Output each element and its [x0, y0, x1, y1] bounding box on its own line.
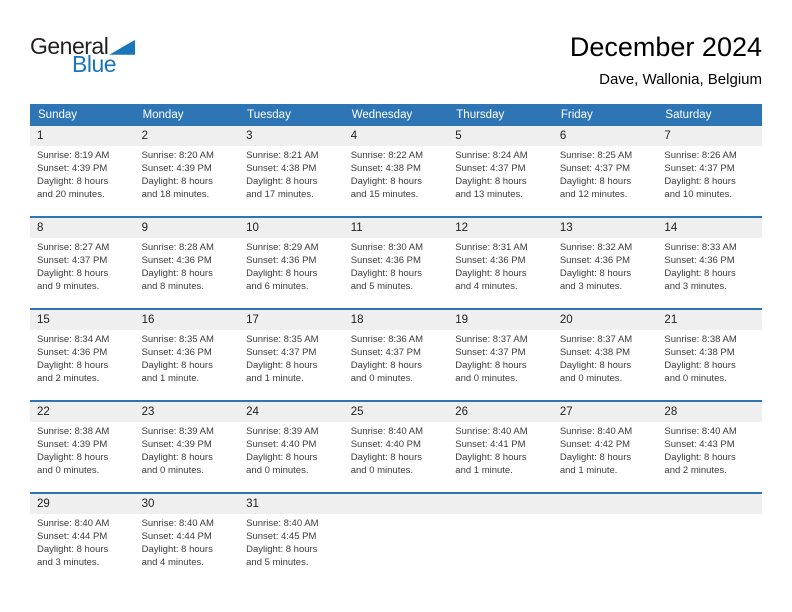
day-cell: [239, 514, 344, 584]
day-number: 4: [350, 130, 358, 142]
daylight-text: Daylight: 8 hours: [455, 268, 527, 279]
day-cell: [448, 330, 553, 400]
sunrise-text: Sunrise: 8:26 AM: [664, 150, 737, 161]
day-number: 31: [246, 498, 259, 510]
week-row: [30, 126, 762, 216]
daylight-text: Daylight: 8 hours: [664, 176, 736, 187]
week-row: [30, 400, 762, 492]
daylight-text: Daylight: 8 hours: [246, 544, 318, 555]
daylight-text-cont: and 1 minute.: [141, 373, 200, 384]
week-row: [30, 308, 762, 400]
sunset-text: Sunset: 4:38 PM: [559, 347, 631, 358]
day-cell: [30, 422, 135, 492]
day-number: 2: [141, 130, 148, 142]
sunset-text: Sunset: 4:43 PM: [664, 439, 735, 450]
daylight-text: Daylight: 8 hours: [664, 360, 736, 371]
daylight-text-cont: and 4 minutes.: [455, 281, 518, 292]
sunrise-text: Sunrise: 8:35 AM: [141, 334, 214, 345]
daylight-text: Daylight: 8 hours: [664, 268, 736, 279]
day-number: [448, 494, 553, 514]
sunset-text: Sunset: 4:37 PM: [246, 347, 317, 358]
daylight-text: Daylight: 8 hours: [559, 268, 632, 279]
daylight-text: Daylight: 8 hours: [246, 360, 318, 371]
day-cell: [135, 238, 240, 308]
daylight-text-cont: and 8 minutes.: [141, 281, 204, 292]
day-number: [553, 494, 658, 514]
day-cell: [657, 330, 762, 400]
sunrise-text: Sunrise: 8:39 AM: [141, 426, 214, 437]
day-number: 18: [350, 314, 364, 326]
day-cell: [135, 422, 240, 492]
daylight-text-cont: and 12 minutes.: [559, 189, 628, 200]
daylight-text-cont: and 0 minutes.: [350, 465, 414, 476]
sunrise-text: Sunrise: 8:24 AM: [455, 150, 528, 161]
day-cell: [344, 146, 449, 216]
day-number: 9: [141, 222, 148, 234]
day-content-row: [30, 238, 762, 308]
daylight-text: Daylight: 8 hours: [37, 268, 109, 279]
sunset-text: Sunset: 4:38 PM: [246, 163, 317, 174]
weekday-header-cell: Wednesday: [351, 109, 413, 121]
day-number: 27: [559, 406, 573, 418]
day-number: 5: [455, 130, 462, 142]
logo-text-blue: Blue: [72, 50, 117, 77]
sunset-text: Sunset: 4:37 PM: [350, 347, 421, 358]
day-cell: [448, 238, 553, 308]
sunrise-text: Sunrise: 8:29 AM: [246, 242, 319, 253]
sunset-text: Sunset: 4:36 PM: [664, 255, 735, 266]
day-cell: [344, 514, 449, 584]
daylight-text-cont: and 2 minutes.: [664, 465, 727, 476]
logo-triangle-icon: [109, 40, 135, 55]
page-subtitle: Dave, Wallonia, Belgium: [599, 71, 762, 88]
day-number: 24: [246, 406, 259, 418]
day-cell: [135, 146, 240, 216]
sunrise-text: Sunrise: 8:32 AM: [559, 242, 633, 253]
day-number: 26: [455, 406, 469, 418]
sunrise-text: Sunrise: 8:28 AM: [141, 242, 214, 253]
daylight-text-cont: and 0 minutes.: [559, 373, 623, 384]
daylight-text-cont: and 3 minutes.: [664, 281, 727, 292]
title-block: [570, 30, 762, 88]
day-number: 6: [559, 130, 567, 142]
day-number: 22: [37, 406, 50, 418]
daylight-text: Daylight: 8 hours: [141, 452, 213, 463]
sunset-text: Sunset: 4:40 PM: [246, 439, 317, 450]
sunrise-text: Sunrise: 8:20 AM: [141, 150, 214, 161]
daylight-text-cont: and 4 minutes.: [141, 557, 204, 568]
daylight-text: Daylight: 8 hours: [141, 268, 213, 279]
daylight-text-cont: and 0 minutes.: [141, 465, 204, 476]
sunset-text: Sunset: 4:36 PM: [455, 255, 526, 266]
daylight-text: Daylight: 8 hours: [37, 544, 109, 555]
sunrise-text: Sunrise: 8:34 AM: [37, 334, 110, 345]
sunset-text: Sunset: 4:44 PM: [37, 531, 108, 542]
day-cell: [239, 422, 344, 492]
sunrise-text: Sunrise: 8:40 AM: [246, 518, 319, 529]
daylight-text-cont: and 20 minutes.: [37, 189, 105, 200]
day-number: 14: [664, 222, 678, 234]
day-number: 8: [37, 222, 44, 234]
day-number-strip: [30, 126, 762, 146]
sunrise-text: Sunrise: 8:37 AM: [559, 334, 633, 345]
daylight-text: Daylight: 8 hours: [246, 268, 318, 279]
sunset-text: Sunset: 4:39 PM: [141, 439, 212, 450]
daylight-text-cont: and 17 minutes.: [246, 189, 314, 200]
sunrise-text: Sunrise: 8:40 AM: [664, 426, 737, 437]
daylight-text: Daylight: 8 hours: [350, 360, 422, 371]
day-cell: [657, 514, 762, 584]
daylight-text-cont: and 0 minutes.: [455, 373, 518, 384]
day-number: 1: [37, 130, 44, 142]
weekday-header-cell: Sunday: [38, 109, 78, 121]
week-row: [30, 492, 762, 584]
sunset-text: Sunset: 4:37 PM: [559, 163, 631, 174]
sunset-text: Sunset: 4:37 PM: [455, 163, 526, 174]
day-number: 25: [350, 406, 364, 418]
daylight-text: Daylight: 8 hours: [37, 176, 109, 187]
daylight-text: Daylight: 8 hours: [664, 452, 736, 463]
day-number-strip: [30, 402, 762, 422]
day-cell: [30, 330, 135, 400]
sunset-text: Sunset: 4:39 PM: [141, 163, 212, 174]
daylight-text-cont: and 9 minutes.: [37, 281, 100, 292]
day-cell: [657, 422, 762, 492]
logo-text-general: General: [30, 33, 109, 59]
daylight-text: Daylight: 8 hours: [141, 176, 213, 187]
daylight-text: Daylight: 8 hours: [37, 360, 109, 371]
daylight-text: Daylight: 8 hours: [37, 452, 109, 463]
day-cell: [657, 238, 762, 308]
sunset-text: Sunset: 4:36 PM: [246, 255, 317, 266]
page-title: December 2024: [569, 32, 762, 62]
daylight-text-cont: and 6 minutes.: [246, 281, 309, 292]
daylight-text-cont: and 15 minutes.: [350, 189, 419, 200]
weekday-header-cell: Monday: [142, 109, 184, 121]
day-cell: [239, 146, 344, 216]
day-cell: [30, 146, 135, 216]
sunrise-text: Sunrise: 8:40 AM: [559, 426, 633, 437]
daylight-text: Daylight: 8 hours: [350, 268, 422, 279]
day-cell: [553, 514, 658, 584]
sunrise-text: Sunrise: 8:40 AM: [37, 518, 110, 529]
daylight-text-cont: and 3 minutes.: [559, 281, 623, 292]
day-cell: [553, 238, 658, 308]
daylight-text: Daylight: 8 hours: [141, 360, 213, 371]
day-cell: [344, 422, 449, 492]
sunrise-text: Sunrise: 8:27 AM: [37, 242, 110, 253]
day-cell: [657, 146, 762, 216]
sunset-text: Sunset: 4:45 PM: [246, 531, 317, 542]
day-number: 11: [350, 222, 363, 234]
weekday-header-cell: Saturday: [665, 109, 712, 121]
sunset-text: Sunset: 4:40 PM: [350, 439, 421, 450]
sunrise-text: Sunrise: 8:33 AM: [664, 242, 737, 253]
sunset-text: Sunset: 4:36 PM: [37, 347, 108, 358]
day-cell: [553, 330, 658, 400]
sunset-text: Sunset: 4:36 PM: [350, 255, 421, 266]
sunrise-text: Sunrise: 8:35 AM: [246, 334, 319, 345]
day-number: 28: [664, 406, 678, 418]
day-content-row: [30, 514, 762, 584]
sunset-text: Sunset: 4:39 PM: [37, 163, 108, 174]
day-number: 23: [141, 406, 155, 418]
sunrise-text: Sunrise: 8:38 AM: [37, 426, 110, 437]
weekday-header-cell: Friday: [560, 109, 593, 121]
calendar: [30, 104, 762, 584]
daylight-text-cont: and 5 minutes.: [350, 281, 414, 292]
day-number-strip: [30, 494, 762, 514]
day-cell: [344, 238, 449, 308]
day-content-row: [30, 146, 762, 216]
day-cell: [553, 422, 658, 492]
weekday-header: [30, 104, 762, 126]
daylight-text: Daylight: 8 hours: [141, 544, 213, 555]
day-cell: [135, 514, 240, 584]
day-number: 7: [664, 130, 671, 142]
sunrise-text: Sunrise: 8:40 AM: [350, 426, 424, 437]
daylight-text-cont: and 0 minutes.: [37, 465, 100, 476]
daylight-text: Daylight: 8 hours: [350, 176, 422, 187]
day-number: [344, 494, 449, 514]
day-cell: [448, 146, 553, 216]
sunset-text: Sunset: 4:38 PM: [350, 163, 421, 174]
day-number: 13: [559, 222, 573, 234]
daylight-text-cont: and 5 minutes.: [246, 557, 309, 568]
sunset-text: Sunset: 4:39 PM: [37, 439, 108, 450]
daylight-text-cont: and 1 minute.: [455, 465, 513, 476]
sunset-text: Sunset: 4:37 PM: [37, 255, 108, 266]
daylight-text: Daylight: 8 hours: [246, 452, 318, 463]
daylight-text-cont: and 2 minutes.: [37, 373, 100, 384]
top-section: [0, 0, 792, 104]
day-number-strip: [30, 218, 762, 238]
daylight-text-cont: and 0 minutes.: [664, 373, 727, 384]
day-number: 10: [246, 222, 259, 234]
day-cell: [239, 238, 344, 308]
weekday-header-cell: Tuesday: [247, 109, 291, 121]
daylight-text-cont: and 18 minutes.: [141, 189, 210, 200]
sunset-text: Sunset: 4:38 PM: [664, 347, 735, 358]
sunrise-text: Sunrise: 8:30 AM: [350, 242, 424, 253]
week-row: [30, 216, 762, 308]
daylight-text-cont: and 10 minutes.: [664, 189, 733, 200]
daylight-text-cont: and 0 minutes.: [350, 373, 414, 384]
sunrise-text: Sunrise: 8:37 AM: [455, 334, 528, 345]
daylight-text: Daylight: 8 hours: [455, 452, 527, 463]
day-number: [657, 494, 762, 514]
day-number: 15: [37, 314, 50, 326]
day-number-strip: [30, 310, 762, 330]
weekday-header-cell: Thursday: [456, 109, 505, 121]
calendar-weeks: [30, 126, 762, 584]
day-number: 3: [246, 130, 253, 142]
sunset-text: Sunset: 4:42 PM: [559, 439, 631, 450]
daylight-text: Daylight: 8 hours: [559, 360, 632, 371]
day-cell: [448, 514, 553, 584]
sunset-text: Sunset: 4:41 PM: [455, 439, 526, 450]
sunrise-text: Sunrise: 8:21 AM: [246, 150, 319, 161]
day-cell: [239, 330, 344, 400]
daylight-text: Daylight: 8 hours: [350, 452, 422, 463]
day-number: 19: [455, 314, 469, 326]
daylight-text-cont: and 13 minutes.: [455, 189, 523, 200]
day-content-row: [30, 422, 762, 492]
sunset-text: Sunset: 4:36 PM: [141, 255, 212, 266]
daylight-text: Daylight: 8 hours: [246, 176, 318, 187]
daylight-text: Daylight: 8 hours: [559, 176, 632, 187]
sunset-text: Sunset: 4:36 PM: [559, 255, 631, 266]
day-number: 29: [37, 498, 50, 510]
sunrise-text: Sunrise: 8:25 AM: [559, 150, 633, 161]
daylight-text: Daylight: 8 hours: [455, 360, 527, 371]
sunrise-text: Sunrise: 8:38 AM: [664, 334, 737, 345]
day-cell: [135, 330, 240, 400]
general-blue-logo: [30, 30, 135, 77]
day-cell: [30, 514, 135, 584]
sunrise-text: Sunrise: 8:39 AM: [246, 426, 319, 437]
daylight-text-cont: and 0 minutes.: [246, 465, 309, 476]
daylight-text-cont: and 3 minutes.: [37, 557, 100, 568]
day-number: 20: [559, 314, 573, 326]
daylight-text: Daylight: 8 hours: [455, 176, 527, 187]
day-number: 21: [664, 314, 678, 326]
sunrise-text: Sunrise: 8:40 AM: [455, 426, 528, 437]
sunrise-text: Sunrise: 8:22 AM: [350, 150, 424, 161]
daylight-text-cont: and 1 minute.: [246, 373, 304, 384]
sunrise-text: Sunrise: 8:40 AM: [141, 518, 214, 529]
day-cell: [30, 238, 135, 308]
sunrise-text: Sunrise: 8:19 AM: [37, 150, 110, 161]
day-number: 12: [455, 222, 469, 234]
sunrise-text: Sunrise: 8:36 AM: [350, 334, 424, 345]
sunrise-text: Sunrise: 8:31 AM: [455, 242, 528, 253]
daylight-text: Daylight: 8 hours: [559, 452, 632, 463]
day-cell: [344, 330, 449, 400]
day-content-row: [30, 330, 762, 400]
day-number: 16: [141, 314, 155, 326]
sunset-text: Sunset: 4:36 PM: [141, 347, 212, 358]
sunset-text: Sunset: 4:44 PM: [141, 531, 212, 542]
day-number: 17: [246, 314, 259, 326]
sunset-text: Sunset: 4:37 PM: [455, 347, 526, 358]
day-cell: [553, 146, 658, 216]
sunset-text: Sunset: 4:37 PM: [664, 163, 735, 174]
day-cell: [448, 422, 553, 492]
day-number: 30: [141, 498, 155, 510]
daylight-text-cont: and 1 minute.: [559, 465, 618, 476]
